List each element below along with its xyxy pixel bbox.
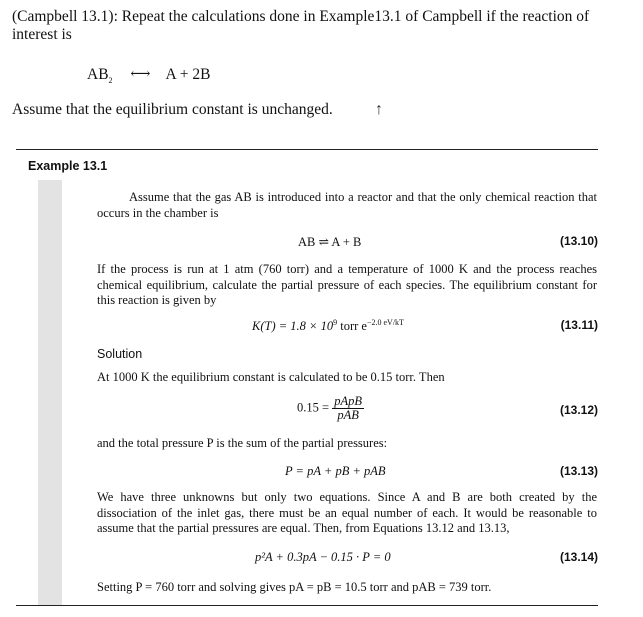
equation-13-14: p²A + 0.3pA − 0.15 · P = 0 (255, 550, 391, 564)
reaction-left-subscript: 2 (108, 76, 113, 86)
equation-13-12-fraction (332, 395, 364, 422)
equation-13-13-number: (13.13) (559, 464, 598, 478)
reaction-equation (87, 66, 210, 85)
problem-statement: (Campbell 13.1): Repeat the calculations done in Example13.1 of Campbell if the reaction of interest is (12, 8, 590, 43)
double-arrow-icon: ⟷ (130, 67, 151, 82)
equation-13-12 (297, 395, 364, 422)
example-bottom-rule (16, 605, 598, 606)
assumption-text: Assume that the equilibrium constant is unchanged. (12, 101, 333, 118)
equation-13-13: P = pA + pB + pAB (285, 464, 386, 478)
equation-13-12-numerator: pApB (334, 394, 362, 408)
reaction-left: AB (87, 66, 109, 83)
result-text: Setting P = 760 torr and solving gives pA = pB = 10.5 torr and pAB = 739 torr. (97, 580, 492, 594)
text-cursor-icon: ↑ (375, 101, 383, 118)
equation-13-11-number: (13.11) (560, 318, 598, 332)
total-pressure-text: and the total pressure P is the sum of the partial pressures: (97, 436, 388, 450)
equation-13-14-number: (13.14) (559, 550, 598, 564)
equation-13-10-number: (13.10) (559, 234, 598, 248)
example-intro: Assume that the gas AB is introduced into a reactor and that the only chemical reaction that occurs in the chamber is (97, 190, 597, 220)
equation-13-11 (252, 318, 404, 334)
solution-line: At 1000 K the equilibrium constant is calculated to be 0.15 torr. Then (97, 370, 445, 384)
example-conditions: If the process is run at 1 atm (760 torr) and a temperature of 1000 K and the process reaches chemical equilibrium, calculate the partial pressure of each species. The equilibrium constant for this reaction is given by (97, 262, 597, 307)
equation-13-12-denominator: pAB (337, 408, 359, 422)
equation-13-11-exponent: 9 (333, 318, 338, 327)
example-heading: Example 13.1 (28, 159, 108, 173)
example-top-rule (16, 149, 598, 150)
unknowns-text: We have three unknowns but only two equations. Since A and B are both created by the dissociation of the inlet gas, there must be an equal number of each. It would be reasonable to assume that the partial pressures are equal. Then, from Equations 13.12 and 13.13, (97, 490, 597, 535)
equation-13-12-number: (13.12) (559, 403, 598, 417)
equation-13-11-lhs: K(T) = 1.8 × 10 (252, 319, 334, 334)
reaction-right: A + 2B (165, 66, 211, 83)
equation-13-12-lhs: 0.15 = (297, 400, 330, 415)
equation-13-11-unit: torr e (337, 319, 367, 334)
example-sidebar-bar (38, 180, 62, 605)
equation-13-11-e-exponent: −2.0 eV/kT (366, 318, 404, 327)
solution-heading: Solution (97, 347, 143, 361)
equation-13-10: AB ⇌ A + B (298, 235, 362, 249)
